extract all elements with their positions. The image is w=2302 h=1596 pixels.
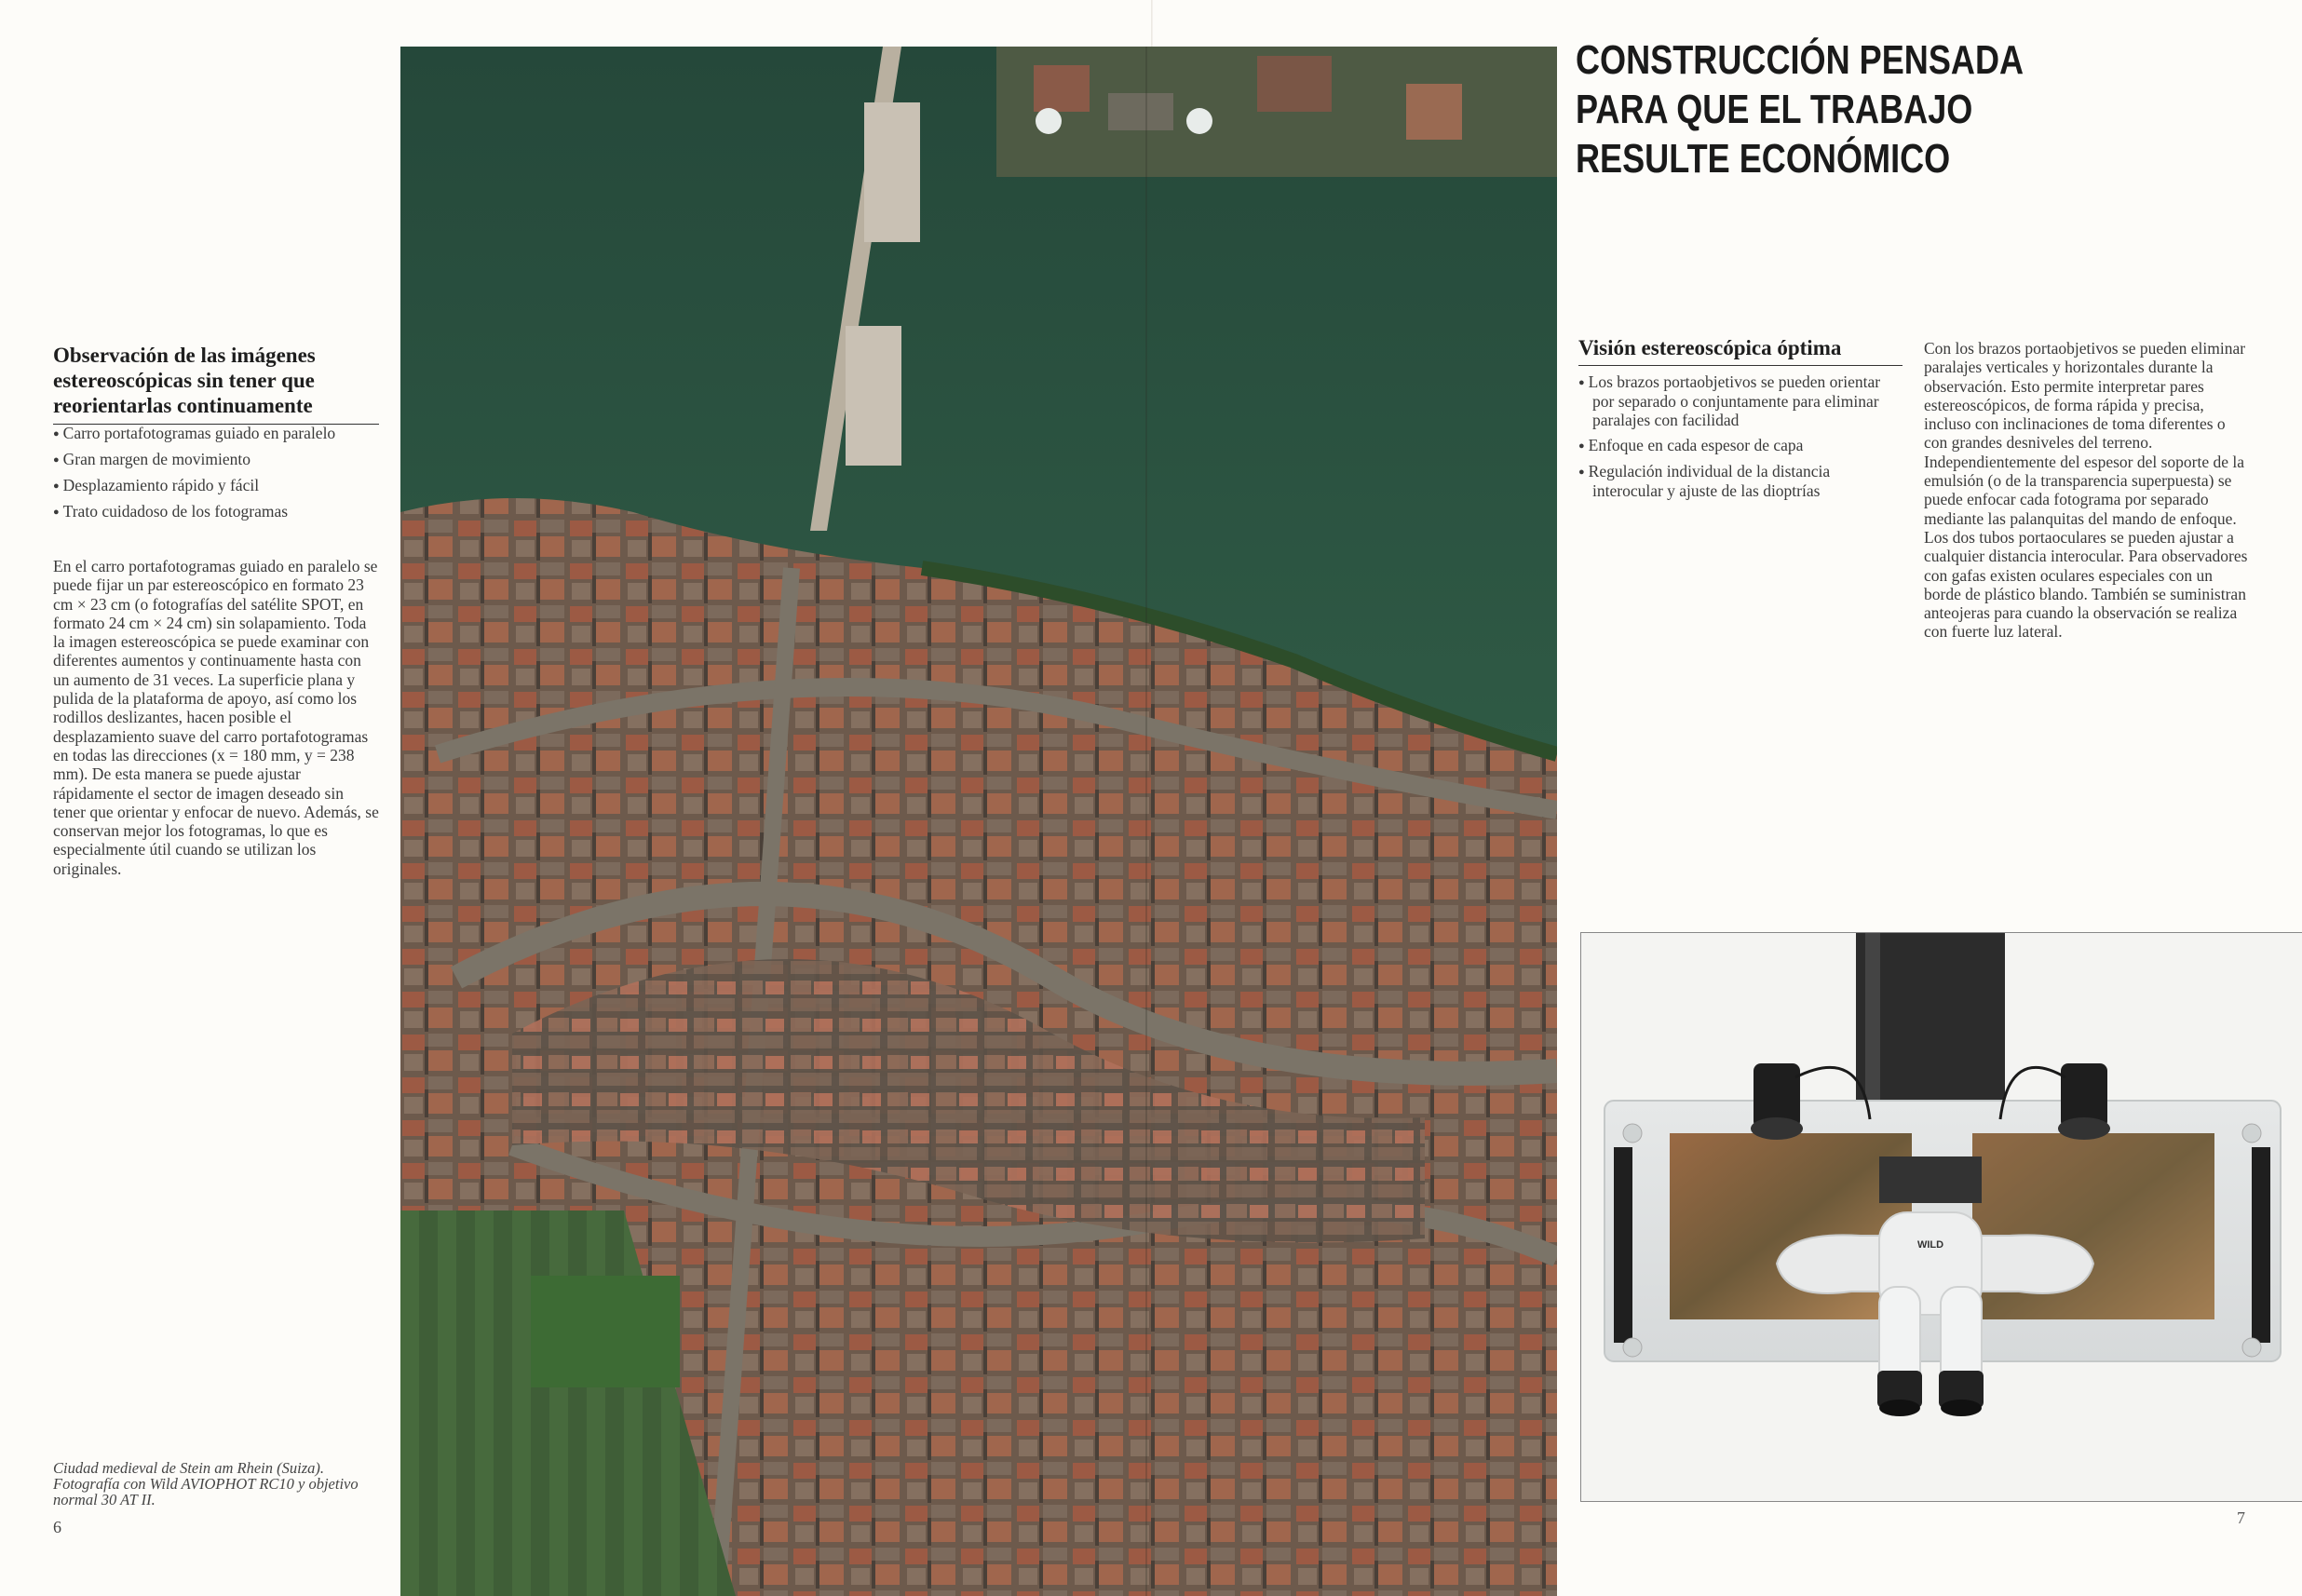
left-bullet-item: ● Gran margen de movimiento [53,450,379,469]
left-bullet-list [53,424,379,528]
photo-caption: Ciudad medieval de Stein am Rhein (Suiza). Fotografía con Wild AVIOPHOT RC10 y objetivo normal 30 AT II. [53,1459,359,1508]
right-page-number: 7 [2237,1508,2245,1527]
left-body-text: En el carro portafotogramas guiado en paralelo se puede fijar un par estereoscópico en formato 23 cm × 23 cm (o fotografías del satélite SPOT, en formato 24 cm × 24 cm) sin solapamiento. Toda la imagen estereoscópica se puede examinar con diferentes aumentos y continuamente hasta con un aumento de 31 veces. La superficie plana y pulida de la plataforma de apoyo, así como los rodillos deslizantes, hacen posible el desplazamiento suave del carro portafotogramas en todas las direcciones (x = 180 mm, y = 238 mm). De esta manera se puede ajustar rápidamente el sector de imagen deseado sin tener que orientar y enfocar de nuevo. Además, se conservan mejor los fotogramas, lo que es especialmente útil cuando se utilizan los originales. [53,557,379,878]
left-bullet-item: ● Trato cuidadoso de los fotogramas [53,502,379,521]
right-body-text: Con los brazos portaobjetivos se pueden eliminar paralajes verticales y horizontales durante la observación. Esto permite interpretar pares estereoscópicos, de forma rápida y precisa, incluso con inclinaciones de toma diferentes o con grandes desniveles del terreno. Independientemente del espesor del soporte de la emulsión (o de la transparencia superpuesta) se puede enfocar cada fotograma por separado mediante las palanquitas del mando de enfoque. Los dos tubos portaoculares se pueden ajustar a cualquier distancia interocular. Para observadores con gafas existen oculares especiales con un borde de plástico blando. También se suministran anteojeras para cuando la observación se realiza con fuerte luz lateral. [1924,339,2248,642]
left-page-number: 6 [53,1518,61,1536]
stereoscope-instrument-photo [1580,932,2302,1502]
right-bullet-item: ● Regulación individual de la distancia interocular y ajuste de las dioptrías [1578,462,1903,500]
right-bullet-item: ● Enfoque en cada espesor de capa [1578,436,1903,455]
right-section-heading: Visión estereoscópica óptima [1578,335,1903,366]
right-bullet-item: ● Los brazos portaobjetivos se pueden orientar por separado o conjuntamente para eliminar paralajes con facilidad [1578,372,1903,429]
page-title: CONSTRUCCIÓN PENSADA PARA QUE EL TRABAJO RESULTE ECONÓMICO [1576,37,2023,182]
left-bullet-item: ● Carro portafotogramas guiado en paralelo [53,424,379,443]
right-bullet-list [1578,372,1903,507]
aerial-photo-stein-am-rhein [400,47,1557,1596]
left-bullet-item: ● Desplazamiento rápido y fácil [53,476,379,495]
left-section-heading: Observación de las imágenes estereoscópicas sin tener que reorientarlas continuamente [53,343,379,425]
instrument-brand-label: WILD [1916,1239,1944,1251]
